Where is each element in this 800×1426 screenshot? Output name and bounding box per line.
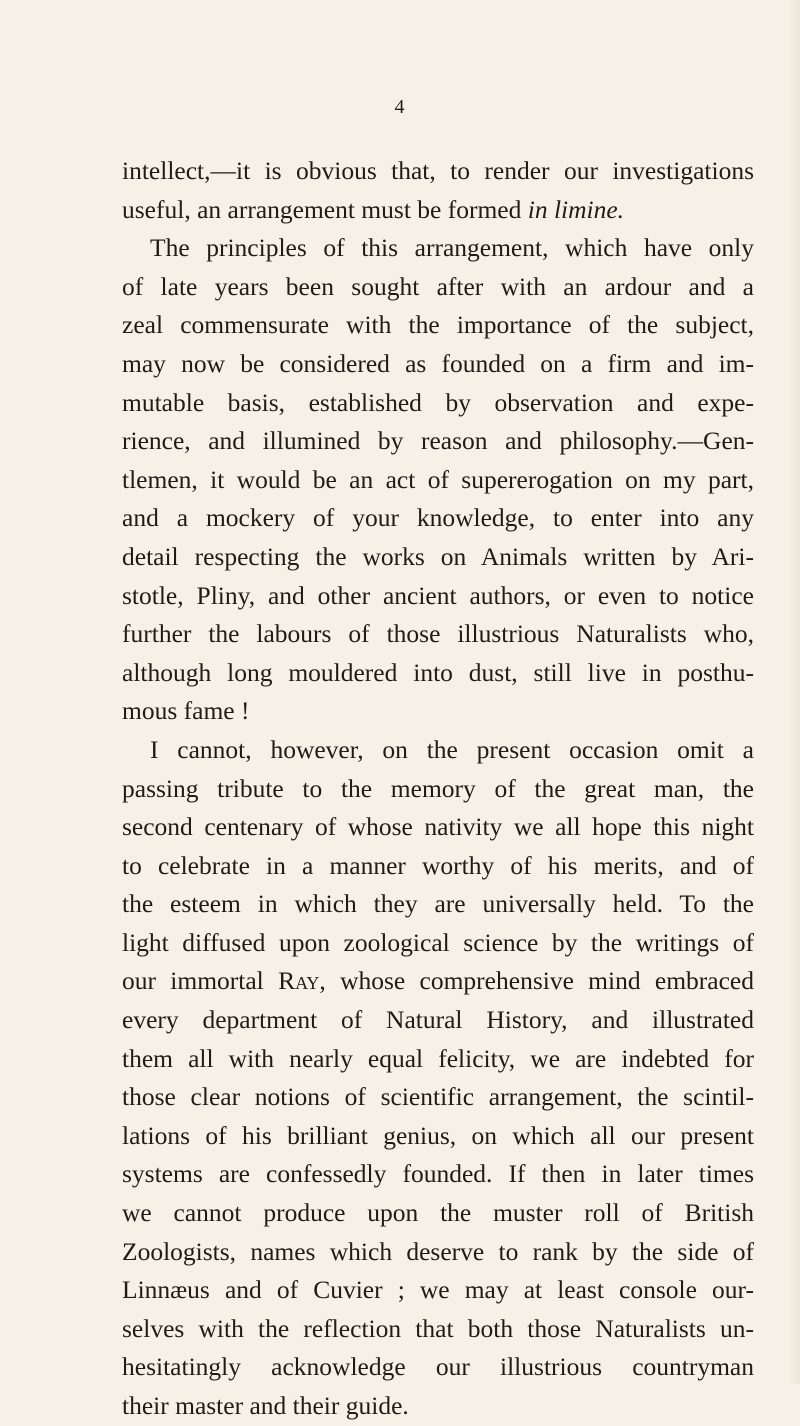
text-line: their master and their guide. xyxy=(122,1391,409,1420)
text-line: them all with nearly equal felicity, we are indebted for xyxy=(122,1043,754,1073)
text-line: stotle, Pliny, and other ancient authors, or even to notice xyxy=(122,580,754,610)
text-line: detail respecting the works on Animals written by Ari- xyxy=(122,541,754,571)
text-line: second centenary of whose nativity we all hope this night xyxy=(122,812,754,842)
text-line: tlemen, it would be an act of supererogation on my part, xyxy=(122,464,754,494)
text-line: further the labours of those illustrious Naturalists who, xyxy=(122,619,754,649)
text-line: systems are confessedly founded. If then in later times xyxy=(122,1159,754,1189)
text-line: although long mouldered into dust, still live in posthu- xyxy=(122,657,754,687)
page-edge-shadow xyxy=(786,0,800,1384)
text-line: lations of his brilliant genius, on which all our present xyxy=(122,1120,754,1150)
text-line: of late years been sought after with an ardour and a xyxy=(122,271,754,301)
text-line xyxy=(122,962,754,1001)
text-line: every department of Natural History, and illustrated xyxy=(122,1005,754,1035)
text-line: selves with the reflection that both those Naturalists un- xyxy=(122,1313,754,1343)
text-line: mous fame ! xyxy=(122,696,250,726)
text-line: those clear notions of scientific arrangement, the scintil- xyxy=(122,1082,754,1112)
text-line: passing tribute to the memory of the great man, the xyxy=(122,773,754,803)
text-line: and a mockery of your knowledge, to enter into any xyxy=(122,503,754,533)
name-ray: Ray xyxy=(278,966,320,996)
text-line: light diffused upon zoological science by the writings of xyxy=(122,927,754,957)
text-line: Linnæus and of Cuvier ; we may at least console our- xyxy=(122,1275,754,1305)
text-segment: , whose comprehensive mind embraced xyxy=(319,966,754,996)
text-line: Zoologists, names which deserve to rank by the side of xyxy=(122,1236,754,1266)
body-text xyxy=(122,152,754,1426)
text-segment: our immortal xyxy=(122,966,264,996)
text-line: hesitatingly acknowledge our illustrious countryman xyxy=(122,1352,754,1382)
text-line: to celebrate in a manner worthy of his merits, and of xyxy=(122,850,754,880)
text-line: I cannot, however, on the present occasion omit a xyxy=(150,734,754,764)
latin-phrase: in limine. xyxy=(527,194,625,224)
page-number: 4 xyxy=(394,96,406,118)
text-line xyxy=(122,191,754,230)
text-line: the esteem in which they are universally held. To the xyxy=(122,889,754,919)
text-segment: useful, an arrangement must be formed xyxy=(122,194,522,224)
text-line: intellect,—it is obvious that, to render our investigations xyxy=(122,156,754,185)
text-line: mutable basis, established by observation and expe- xyxy=(122,387,754,417)
text-line: The principles of this arrangement, which have only xyxy=(150,233,754,263)
text-line: rience, and illumined by reason and philosophy.—Gen- xyxy=(122,426,754,456)
text-line: we cannot produce upon the muster roll of British xyxy=(122,1198,754,1228)
text-line: zeal commensurate with the importance of the subject, xyxy=(122,310,754,340)
text-line: may now be considered as founded on a firm and im- xyxy=(122,348,754,378)
